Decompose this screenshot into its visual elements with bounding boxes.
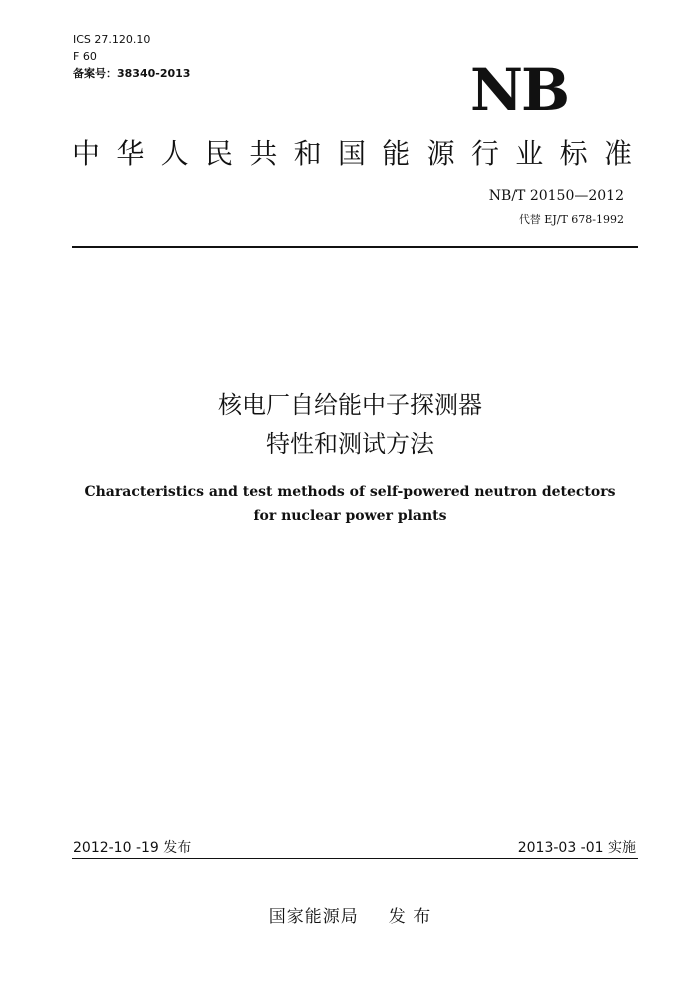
class-char: 源 [426, 137, 455, 170]
record-number: 备案号：38340-2013 [73, 67, 191, 80]
class-char: 业 [515, 137, 544, 170]
chinese-title-line-2: 特性和测试方法 [266, 430, 434, 458]
standard-class-title [72, 132, 632, 172]
class-char: 和 [293, 137, 322, 170]
english-title-line-1: Characteristics and test methods of self-powered neutron detectors [84, 484, 616, 500]
class-char: 行 [470, 137, 499, 170]
class-char: 中 [72, 137, 101, 170]
class-char: 标 [559, 137, 588, 170]
class-char: 华 [116, 137, 145, 170]
class-char: 国 [337, 137, 366, 170]
issue-date: 2012-10 -19 发布 [73, 840, 192, 856]
chinese-title-line-1: 核电厂自给能中子探测器 [218, 391, 482, 419]
class-char: 准 [603, 137, 632, 170]
standard-number: NB/T 20150—2012 [488, 188, 624, 204]
class-char: 能 [382, 137, 411, 170]
publisher-action: 发 布 [388, 907, 432, 927]
english-title-line-2: for nuclear power plants [253, 508, 447, 524]
class-char: 民 [204, 137, 233, 170]
header-divider [72, 246, 638, 248]
ccs-code: F 60 [73, 50, 97, 63]
nb-logo: NB [470, 56, 569, 124]
publisher-line [0, 902, 700, 927]
footer-divider [72, 858, 638, 859]
implementation-date: 2013-03 -01 实施 [517, 840, 636, 856]
publisher-name: 国家能源局 [268, 907, 359, 927]
class-char: 人 [160, 137, 189, 170]
class-char: 共 [249, 137, 278, 170]
replaces-standard: 代替 EJ/T 678-1992 [518, 213, 624, 226]
ics-code: ICS 27.120.10 [73, 33, 151, 46]
